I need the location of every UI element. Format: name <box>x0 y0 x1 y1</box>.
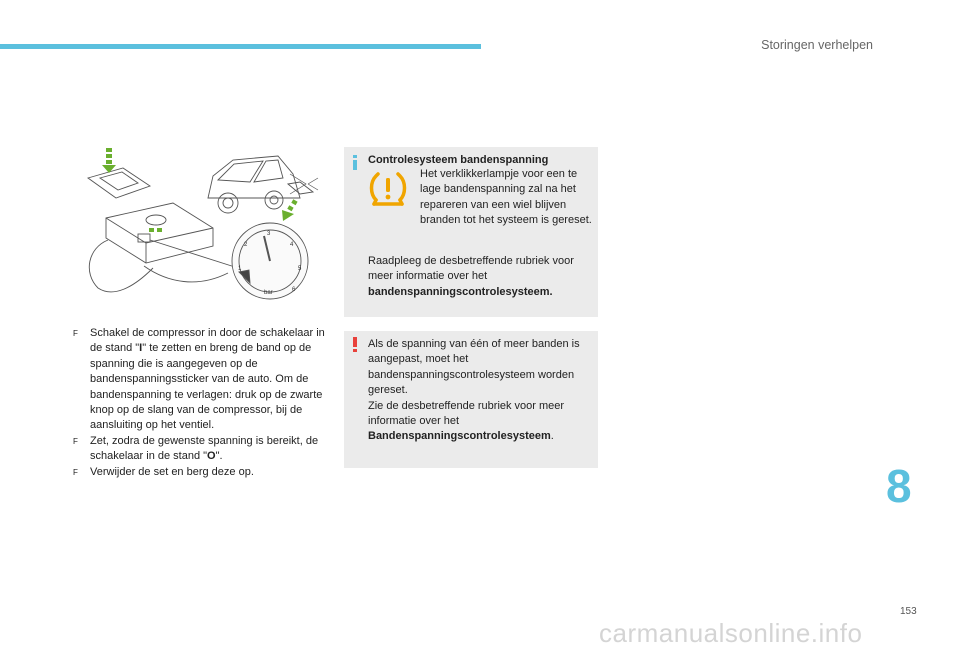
info-reference-link: bandenspanningscontrolesysteem. <box>368 285 553 298</box>
step-text: Verwijder de set en berg deze op. <box>90 465 254 478</box>
gauge-tick-1: 1 <box>238 266 242 272</box>
step-item <box>73 465 333 480</box>
step-bullet: F <box>73 467 78 477</box>
warning-reference-link: Bandenspanningscontrolesysteem <box>368 430 551 443</box>
gauge-unit: bar <box>264 290 273 296</box>
section-title: Storingen verhelpen <box>761 38 873 52</box>
compressor-illustration <box>78 148 328 308</box>
info-box-reference <box>368 254 593 300</box>
info-box-text: Het verklikkerlampje voor een te lage bandenspanning zal na het repareren van een wiel blijven branden tot het systeem is gereset. <box>420 168 592 227</box>
gauge-tick-2: 2 <box>244 242 248 248</box>
step-switch-position: O <box>207 450 216 463</box>
warning-period: . <box>550 430 554 443</box>
gauge-tick-3: 3 <box>267 231 271 237</box>
gauge-tick-6: 6 <box>292 287 296 293</box>
step-text: Schakel de compressor in door de schakelaar in de stand " <box>90 327 325 355</box>
gauge-tick-4: 4 <box>290 242 294 248</box>
warning-line: Als de spanning van één of meer banden is aangepast, moet het bandenspanningscontrolesysteem worden gereset. <box>368 338 580 397</box>
step-text-continued: " te zetten en breng de band op de spanning die is aangegeven op de bandenspanningssticker van de auto. Om de bandenspanning te verlagen: druk op de zwarte knop op de slang van de compressor, bij de aansluiting op het ventiel. <box>90 342 323 432</box>
warning-icon <box>353 337 357 352</box>
info-reference-text: Raadpleeg de desbetreffende rubriek voor meer informatie over het <box>368 255 574 283</box>
step-item <box>73 326 333 434</box>
step-text-continued: ". <box>215 450 223 463</box>
step-item <box>73 434 333 465</box>
step-switch-position: I <box>139 342 143 355</box>
tyre-pressure-warning-icon <box>368 170 408 208</box>
info-icon <box>353 155 357 170</box>
info-box-title: Controlesysteem bandenspanning <box>368 154 549 166</box>
gauge-tick-5: 5 <box>298 266 302 272</box>
watermark: carmanualsonline.info <box>599 618 863 648</box>
step-bullet: F <box>73 329 78 338</box>
step-text: Zet, zodra de gewenste spanning is bereikt, de schakelaar in de stand " <box>90 434 319 463</box>
instruction-steps <box>73 326 333 480</box>
chapter-number: 8 <box>886 460 912 512</box>
page-number: 153 <box>900 606 917 617</box>
header-rule <box>0 44 481 49</box>
warning-reference-text: Zie de desbetreffende rubriek voor meer informatie over het <box>368 399 565 428</box>
warning-text <box>368 337 593 445</box>
step-bullet: F <box>73 436 78 446</box>
